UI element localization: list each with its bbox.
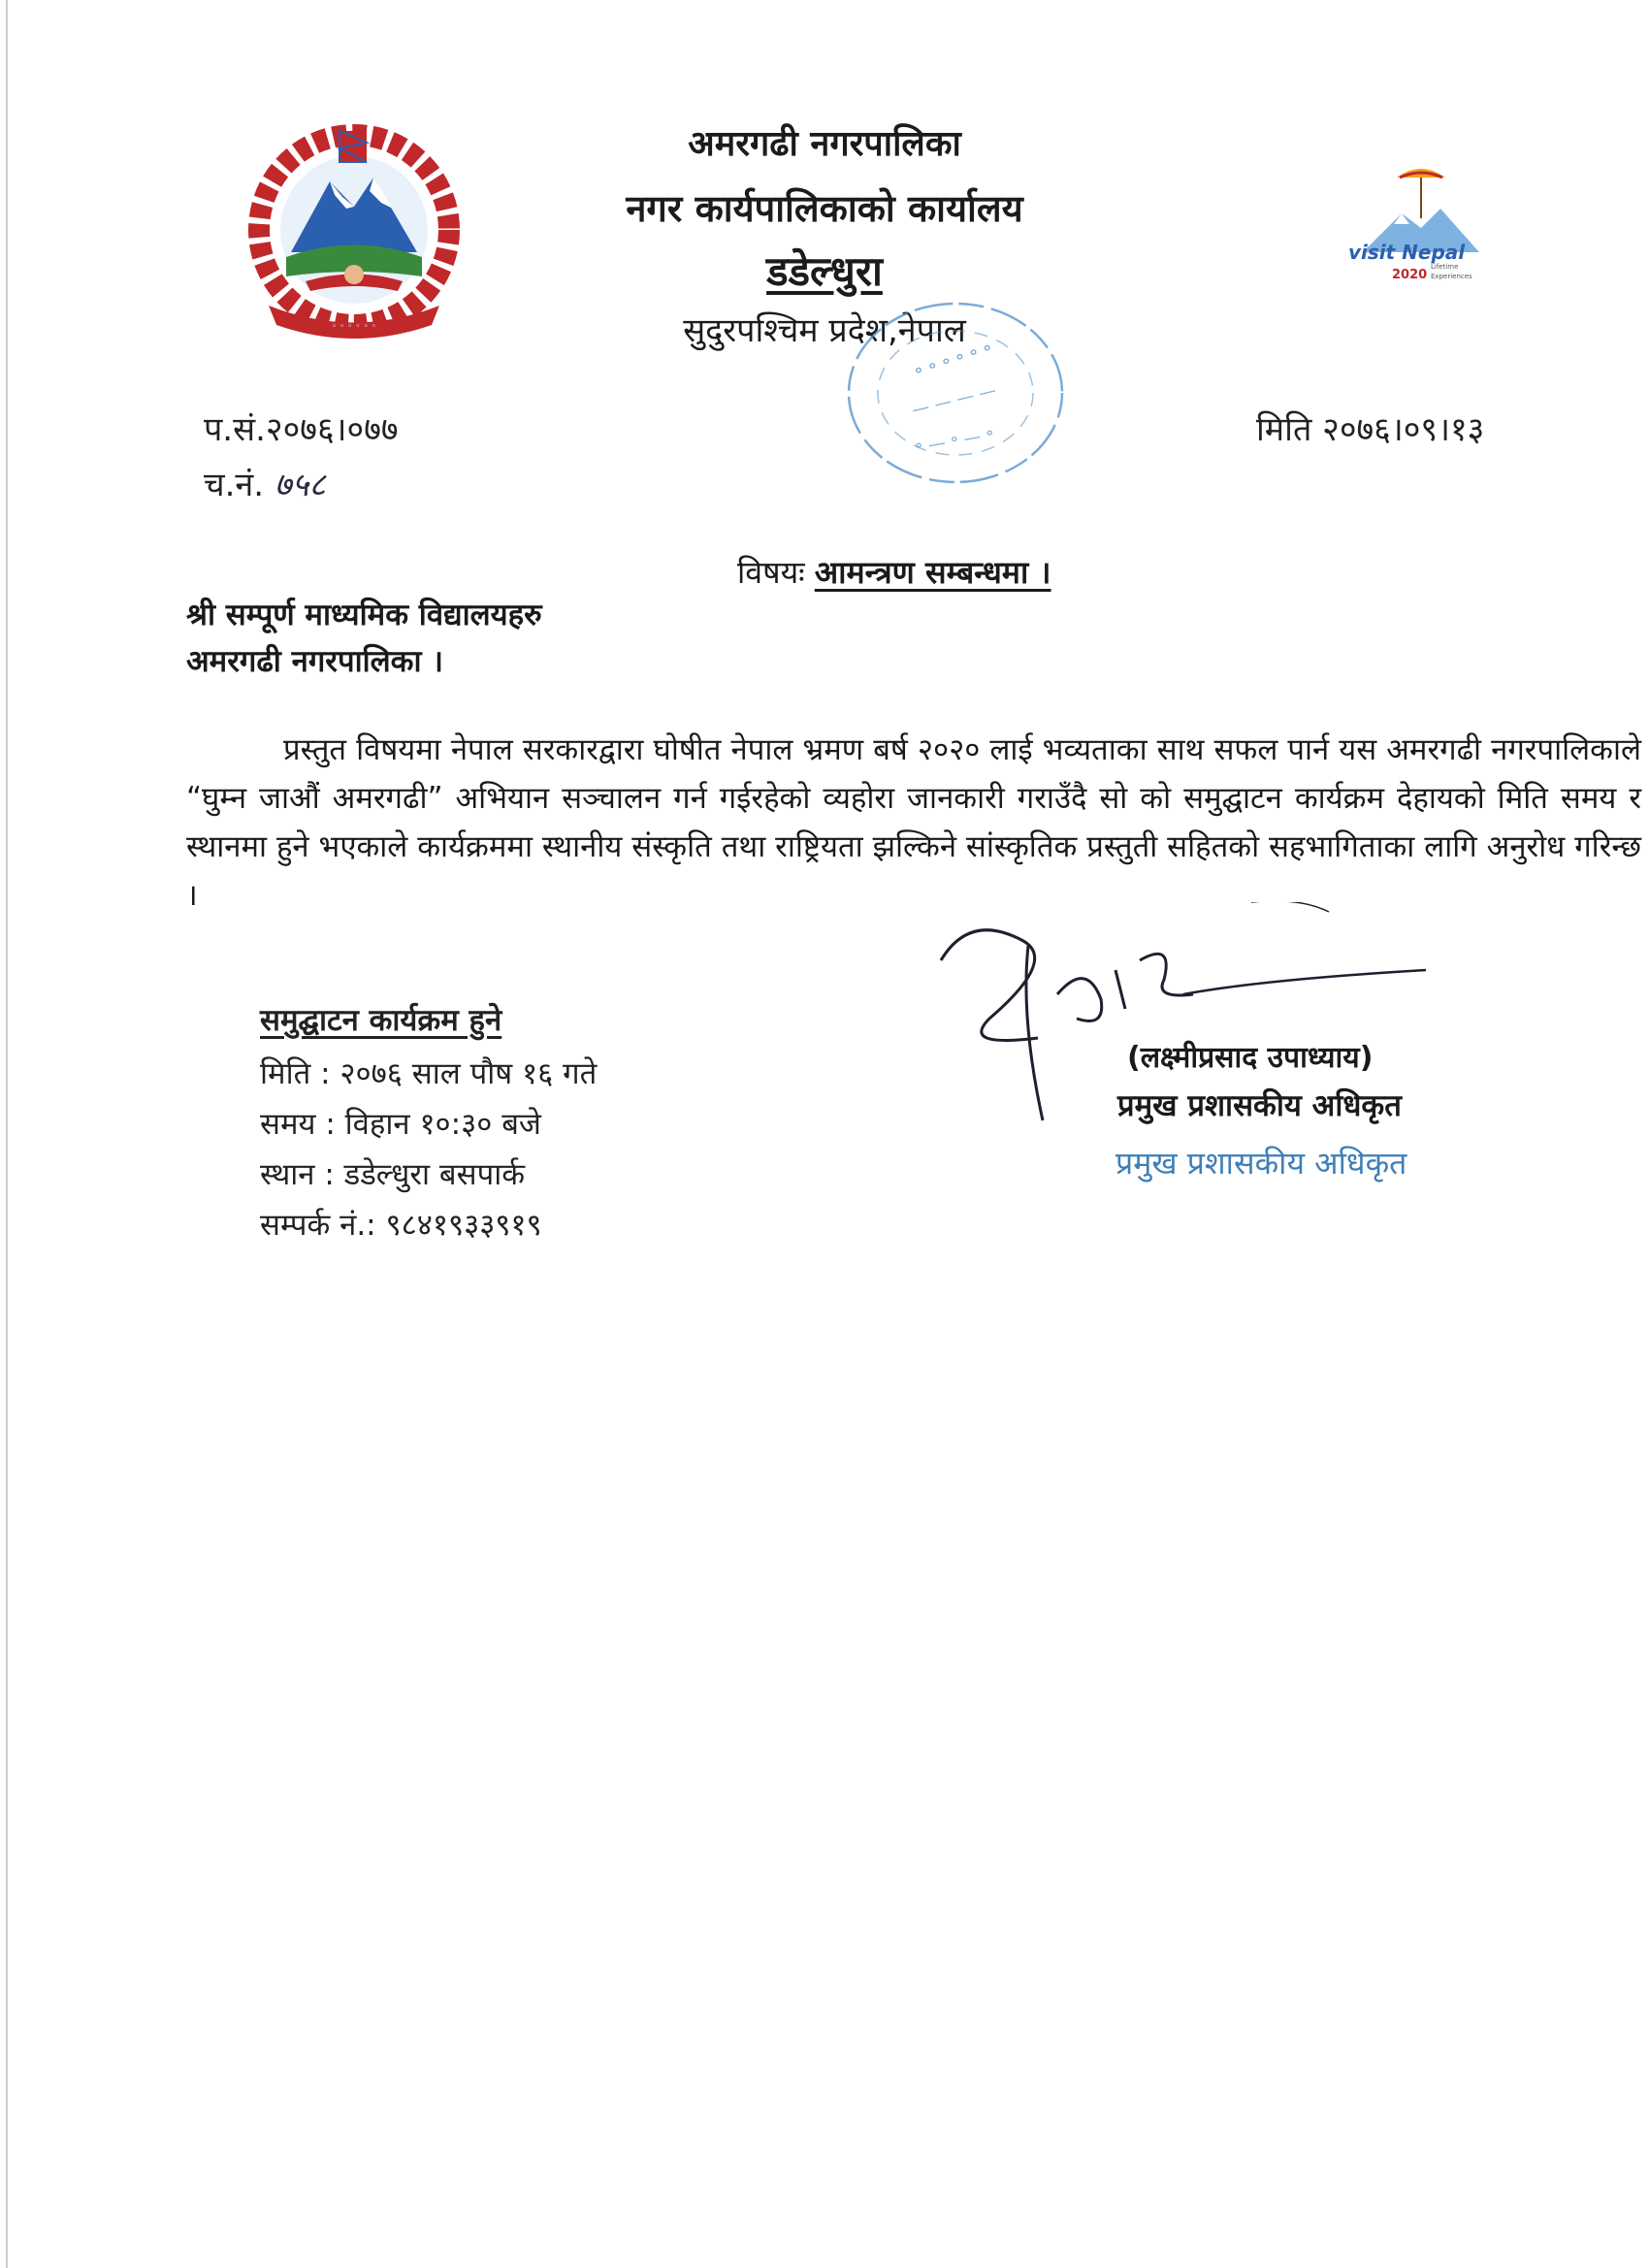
header-municipality: अमरगढी नगरपालिका: [688, 124, 961, 164]
svg-text:— — — —: — — — —: [909, 379, 999, 421]
office-stamp-icon: [829, 291, 1082, 495]
event-contact: सम्पर्क नं.: ९८४१९३३९१९: [260, 1208, 542, 1243]
signatory-name: (लक्ष्मीप्रसाद उपाध्याय): [1127, 1041, 1374, 1075]
signatory-stamp: प्रमुख प्रशासकीय अधिकृत: [1116, 1145, 1407, 1182]
reference-chalani: [204, 461, 326, 505]
subject-text: आमन्त्रण सम्बन्धमा ।: [814, 554, 1051, 591]
addressee-line-2: अमरगढी नगरपालिका ।: [186, 644, 444, 679]
svg-text:॰ ॰ ॰ ॰ ॰ ॰: ॰ ॰ ॰ ॰ ॰ ॰: [911, 337, 995, 384]
event-date: मिति : २०७६ साल पौष १६ गते: [260, 1056, 598, 1091]
header-province: सुदुरपश्चिम प्रदेश,नेपाल: [683, 311, 966, 350]
header-office: नगर कार्यपालिकाको कार्यालय: [626, 187, 1023, 230]
svg-text:◦ ◦ ◦ ◦ ◦ ◦: ◦ ◦ ◦ ◦ ◦ ◦: [331, 322, 377, 332]
event-title: समुद्घाटन कार्यक्रम हुने: [260, 1003, 502, 1038]
reference-patra-sankhya: प.सं.२०७६।०७७: [204, 410, 399, 449]
event-time: समय : विहान १०:३० बजे: [260, 1107, 541, 1142]
subject-label: विषयः: [737, 554, 805, 591]
body-paragraph: प्रस्तुत विषयमा नेपाल सरकारद्वारा घोषीत नेपाल भ्रमण बर्ष २०२० लाई भव्यताका साथ सफल पार्न यस अमरगढी नगरपालिकाले “घुम्न जाऔं अमरगढी” अभियान सञ्चालन गर्न गईरहेको व्यहोरा जानकारी गराउँदै सो को समुद्घाटन कार्यक्रम देहायको मिति समय र स्थानमा हुने भएकाले कार्यक्रममा स्थानीय संस्कृति तथा राष्ट्रियता झल्किने सांस्कृतिक प्रस्तुती सहितको सहभागिताका लागि अनुरोध गरिन्छ ।: [186, 732, 1641, 913]
visit-nepal-year: 2020: [1392, 268, 1428, 282]
date-label: मिति: [1256, 410, 1312, 449]
header-district: डडेल्धुरा: [766, 247, 883, 295]
visit-nepal-brand: visit Nepal: [1348, 241, 1466, 264]
addressee-line-1: श्री सम्पूर्ण माध्यमिक विद्यालयहरु: [186, 598, 542, 632]
event-venue: स्थान : डडेल्धुरा बसपार्क: [260, 1157, 526, 1192]
letter-date: [1256, 405, 1484, 450]
visit-nepal-logo-icon: [1343, 160, 1499, 291]
visit-nepal-tagline-1: Lifetime: [1431, 263, 1459, 271]
chalani-label: च.नं.: [204, 466, 265, 504]
date-value: २०७६।०९।१३: [1322, 410, 1485, 449]
scan-edge-line: [6, 0, 8, 2268]
svg-text:॰ — ॰ — ॰: ॰ — ॰ — ॰: [913, 424, 996, 459]
signatory-title: प्रमुख प्रशासकीय अधिकृत: [1117, 1088, 1402, 1123]
visit-nepal-tagline-2: Experiences: [1431, 273, 1472, 280]
chalani-number: ७५८: [274, 466, 326, 504]
subject-line: [737, 551, 1051, 593]
nepal-emblem-icon: [238, 121, 470, 344]
